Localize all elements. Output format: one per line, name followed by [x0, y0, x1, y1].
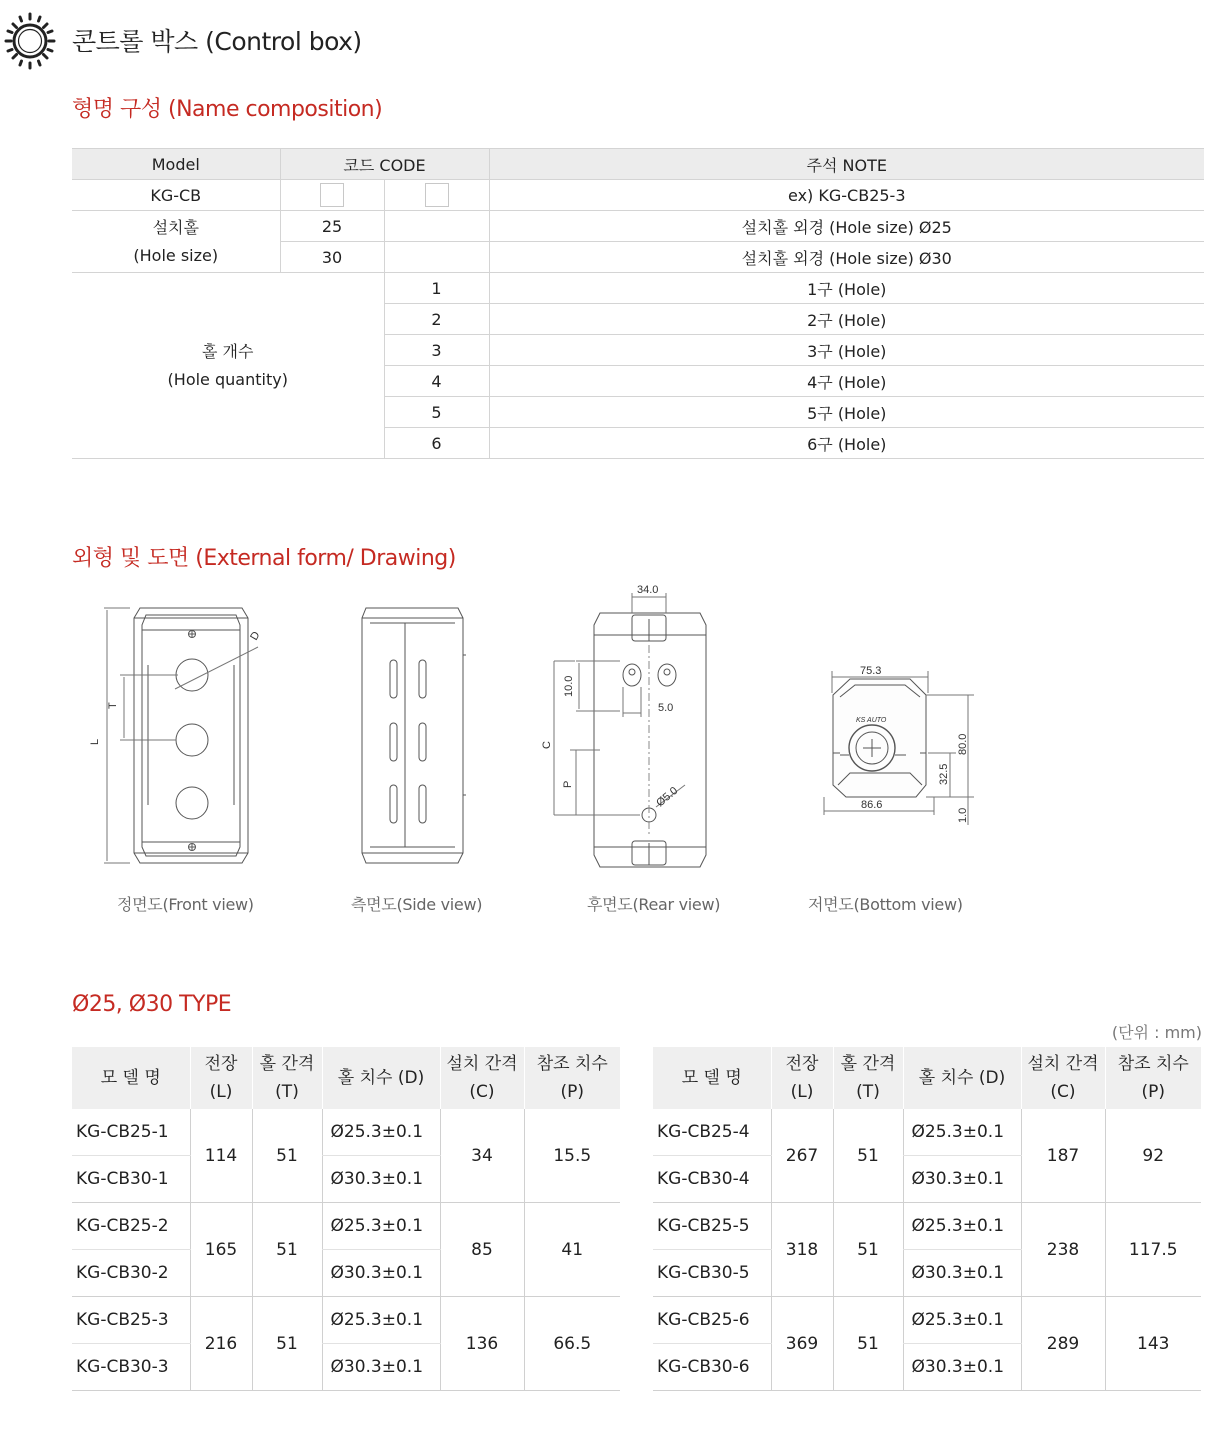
code-cell: 3 — [384, 335, 489, 366]
label-1: 1.0 — [957, 807, 969, 823]
table-cell: 홀 간격 — [840, 1054, 896, 1074]
page-title: 콘트롤 박스 (Control box) — [72, 27, 362, 56]
table-cell: KG-CB30-1 — [72, 1156, 190, 1203]
brand-logo: KS AUTO — [856, 717, 887, 724]
table-cell: 34 — [440, 1109, 524, 1203]
hole-size-label — [72, 211, 280, 273]
table-cell: KG-CB30-5 — [653, 1250, 771, 1297]
caption-bottom-view: 저면도(Bottom view) — [808, 895, 963, 914]
table-cell: (T) — [856, 1082, 880, 1102]
label-34: 34.0 — [637, 585, 659, 596]
table-cell: Ø30.3±0.1 — [322, 1344, 440, 1391]
table-row — [72, 1109, 620, 1156]
technical-drawings — [60, 585, 1060, 905]
table-cell: KG-CB25-1 — [72, 1109, 190, 1156]
header-code: 코드 CODE — [280, 149, 489, 180]
section-title-drawing: 외형 및 도면 (External form/ Drawing) — [72, 546, 456, 571]
caption-front-view: 정면도(Front view) — [117, 895, 254, 914]
table-cell: Ø25.3±0.1 — [322, 1297, 440, 1344]
label-80: 80.0 — [957, 733, 969, 755]
table-cell: 15.5 — [524, 1109, 620, 1203]
section-title-type: Ø25, Ø30 TYPE — [72, 992, 232, 1017]
table-cell: KG-CB30-3 — [72, 1344, 190, 1391]
spec-table-left — [72, 1047, 620, 1391]
note-cell: ex) KG-CB25-3 — [489, 180, 1204, 211]
table-cell: 51 — [833, 1297, 903, 1391]
table-cell: 51 — [252, 1109, 322, 1203]
table-cell: 51 — [252, 1203, 322, 1297]
table-cell: 전장 — [204, 1054, 238, 1074]
code-cell: 25 — [280, 211, 384, 242]
table-cell: KG-CB25-4 — [653, 1109, 771, 1156]
label-dia5: Ø5.0 — [654, 784, 681, 810]
caption-rear-view: 후면도(Rear view) — [587, 895, 721, 914]
table-cell: 전장 — [785, 1054, 819, 1074]
table-header-row — [72, 1047, 620, 1109]
table-cell: (T) — [275, 1082, 299, 1102]
table-cell: 참조 치수 — [536, 1054, 608, 1074]
label-C: C — [541, 741, 553, 749]
table-cell: KG-CB25-6 — [653, 1297, 771, 1344]
label-325: 32.5 — [938, 763, 950, 785]
section-title-name-composition: 형명 구성 (Name composition) — [72, 97, 383, 122]
table-cell: 66.5 — [524, 1297, 620, 1391]
code-cell: 1 — [384, 273, 489, 304]
table-row — [72, 180, 1204, 211]
table-cell: KG-CB25-3 — [72, 1297, 190, 1344]
table-row — [72, 1203, 620, 1250]
table-cell: 41 — [524, 1203, 620, 1297]
header-model-name: 모 델 명 — [653, 1047, 771, 1109]
rear-view-drawing — [554, 593, 706, 867]
table-cell: 85 — [440, 1203, 524, 1297]
label-T: T — [107, 702, 119, 709]
note-cell: 3구 (Hole) — [489, 335, 1204, 366]
model-cell: KG-CB — [72, 180, 280, 211]
hole-quantity-label — [72, 273, 384, 459]
note-cell: 설치홀 외경 (Hole size) Ø25 — [489, 211, 1204, 242]
side-view-drawing — [362, 608, 466, 863]
label-866: 86.6 — [861, 799, 883, 811]
table-cell: 165 — [190, 1203, 252, 1297]
table-cell: KG-CB30-4 — [653, 1156, 771, 1203]
table-cell: 114 — [190, 1109, 252, 1203]
table-cell: 홀 간격 — [259, 1054, 315, 1074]
table-cell: 136 — [440, 1297, 524, 1391]
table-cell: KG-CB30-2 — [72, 1250, 190, 1297]
table-cell: Ø25.3±0.1 — [322, 1109, 440, 1156]
table-row — [653, 1109, 1201, 1156]
table-cell: 117.5 — [1105, 1203, 1201, 1297]
header-hole-dim: 홀 치수 (D) — [322, 1047, 440, 1109]
table-cell: (L) — [209, 1082, 233, 1102]
ring-bullet-icon — [4, 12, 56, 70]
table-cell: Ø25.3±0.1 — [903, 1203, 1021, 1250]
table-cell: KG-CB25-5 — [653, 1203, 771, 1250]
code-cell: 2 — [384, 304, 489, 335]
code-cell: 30 — [280, 242, 384, 273]
table-cell: 318 — [771, 1203, 833, 1297]
hole-quantity-label-en: (Hole quantity) — [167, 369, 288, 389]
note-cell: 6구 (Hole) — [489, 428, 1204, 459]
label-P: P — [562, 780, 574, 788]
table-cell: 51 — [833, 1203, 903, 1297]
table-cell: Ø25.3±0.1 — [903, 1297, 1021, 1344]
table-cell: 92 — [1105, 1109, 1201, 1203]
code-cell: 5 — [384, 397, 489, 428]
table-cell: (C) — [1050, 1082, 1076, 1102]
note-cell: 설치홀 외경 (Hole size) Ø30 — [489, 242, 1204, 273]
header-note: 주석 NOTE — [489, 149, 1204, 180]
table-cell: (P) — [560, 1082, 585, 1102]
code-box-2 — [384, 180, 489, 211]
note-cell: 2구 (Hole) — [489, 304, 1204, 335]
table-cell: Ø25.3±0.1 — [903, 1109, 1021, 1156]
header-model: Model — [72, 149, 280, 180]
table-cell: KG-CB30-6 — [653, 1344, 771, 1391]
table-cell: 설치 간격 — [1027, 1054, 1099, 1074]
code-cell: 4 — [384, 366, 489, 397]
unit-note: (단위 : mm) — [1111, 1023, 1202, 1042]
spec-table-right — [653, 1047, 1201, 1391]
table-cell: 51 — [252, 1297, 322, 1391]
table-cell: 187 — [1021, 1109, 1105, 1203]
table-header-row — [72, 149, 1204, 180]
label-10: 10.0 — [563, 675, 575, 697]
bottom-view-drawing — [824, 671, 974, 825]
table-cell: KG-CB25-2 — [72, 1203, 190, 1250]
front-view-drawing — [104, 608, 258, 863]
table-cell: 238 — [1021, 1203, 1105, 1297]
table-cell: Ø30.3±0.1 — [903, 1250, 1021, 1297]
table-row — [653, 1203, 1201, 1250]
table-row — [653, 1297, 1201, 1344]
table-cell: 289 — [1021, 1297, 1105, 1391]
table-cell: 참조 치수 — [1117, 1054, 1189, 1074]
table-cell: Ø30.3±0.1 — [322, 1250, 440, 1297]
table-cell: (P) — [1141, 1082, 1166, 1102]
table-cell: 51 — [833, 1109, 903, 1203]
table-row — [72, 211, 1204, 242]
table-cell: 143 — [1105, 1297, 1201, 1391]
name-composition-table — [72, 148, 1204, 459]
table-cell: Ø30.3±0.1 — [322, 1156, 440, 1203]
hole-quantity-label-ko: 홀 개수 — [202, 341, 254, 361]
caption-side-view: 측면도(Side view) — [351, 895, 483, 914]
table-cell: Ø30.3±0.1 — [903, 1156, 1021, 1203]
table-cell: 설치 간격 — [446, 1054, 518, 1074]
table-cell: Ø30.3±0.1 — [903, 1344, 1021, 1391]
header-hole-dim: 홀 치수 (D) — [903, 1047, 1021, 1109]
table-cell: (L) — [790, 1082, 814, 1102]
label-753: 75.3 — [860, 665, 882, 677]
note-cell: 1구 (Hole) — [489, 273, 1204, 304]
table-row — [72, 273, 1204, 304]
table-cell: 369 — [771, 1297, 833, 1391]
header-model-name: 모 델 명 — [72, 1047, 190, 1109]
hole-size-label-en: (Hole size) — [133, 245, 219, 265]
code-box-1 — [280, 180, 384, 211]
table-row — [72, 1297, 620, 1344]
note-cell: 5구 (Hole) — [489, 397, 1204, 428]
label-5: 5.0 — [658, 702, 674, 714]
table-cell: 216 — [190, 1297, 252, 1391]
table-header-row — [653, 1047, 1201, 1109]
note-cell: 4구 (Hole) — [489, 366, 1204, 397]
table-cell: Ø25.3±0.1 — [322, 1203, 440, 1250]
label-D: D — [248, 629, 263, 643]
table-cell: (C) — [469, 1082, 495, 1102]
code-cell: 6 — [384, 428, 489, 459]
label-L: L — [89, 738, 101, 745]
hole-size-label-ko: 설치홀 — [152, 217, 199, 237]
table-cell: 267 — [771, 1109, 833, 1203]
